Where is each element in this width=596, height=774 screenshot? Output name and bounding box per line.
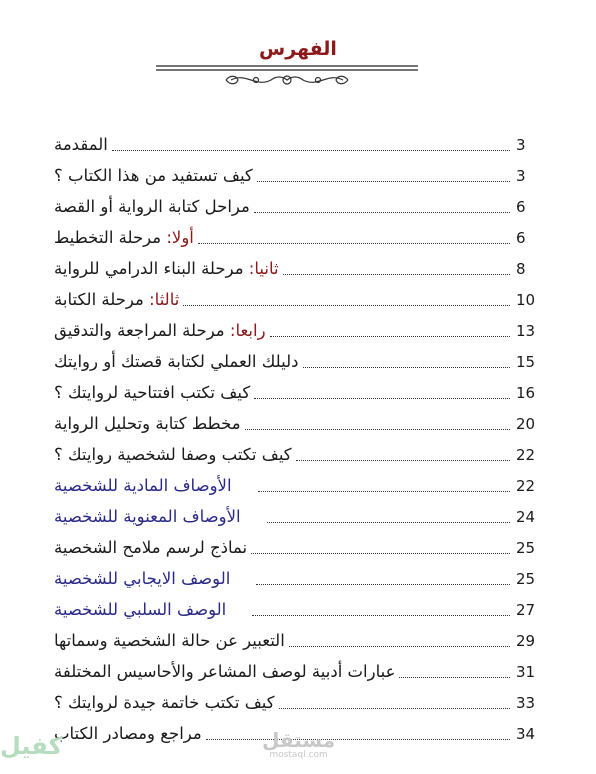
toc-entry-title	[50, 195, 250, 219]
dot-leader	[296, 459, 510, 461]
toc-entry[interactable]	[50, 219, 538, 250]
toc-entry-title	[50, 164, 253, 188]
dot-leader	[112, 149, 510, 151]
toc-page-number: 27	[516, 601, 536, 619]
toc-entry-label: مرحلة المراجعة والتدقيق	[54, 321, 225, 340]
dot-leader	[258, 490, 510, 492]
table-of-contents	[50, 126, 538, 746]
toc-entry[interactable]	[50, 622, 538, 653]
dot-leader	[206, 738, 510, 740]
toc-entry-label: كيف تكتب افتتاحية لروايتك ؟	[54, 383, 251, 402]
toc-page-number: 33	[516, 694, 536, 712]
dot-leader	[279, 707, 510, 709]
toc-entry[interactable]	[50, 374, 538, 405]
toc-entry-label: مخطط كتابة وتحليل الرواية	[54, 414, 241, 433]
toc-entry-label: مرحلة الكتابة	[54, 290, 144, 309]
toc-entry-prefix: ثالثا:	[143, 290, 180, 309]
toc-entry-title	[50, 660, 395, 684]
toc-entry-label: الوصف الايجابي للشخصية	[54, 569, 231, 588]
dot-leader	[245, 428, 510, 430]
dot-leader	[270, 335, 510, 337]
toc-entry[interactable]	[50, 157, 538, 188]
toc-entry[interactable]	[50, 529, 538, 560]
toc-entry-label: دليلك العملي لكتابة قصتك أو روايتك	[54, 352, 299, 371]
toc-page-number: 10	[516, 291, 536, 309]
toc-entry-label: التعبير عن حالة الشخصية وسماتها	[54, 631, 285, 650]
toc-entry[interactable]	[50, 281, 538, 312]
dot-leader	[399, 676, 510, 678]
toc-entry-title	[50, 722, 202, 746]
toc-entry-title	[50, 133, 108, 157]
toc-entry[interactable]	[50, 126, 538, 157]
toc-page-number: 13	[516, 322, 536, 340]
toc-entry-label: الأوصاف المعنوية للشخصية	[54, 507, 241, 526]
toc-page-number: 31	[516, 663, 536, 681]
toc-entry-prefix: أولا:	[161, 228, 194, 247]
toc-entry-title	[50, 257, 279, 281]
toc-entry-title	[50, 505, 263, 529]
toc-entry[interactable]	[50, 250, 538, 281]
toc-page-number: 20	[516, 415, 536, 433]
toc-page-number: 16	[516, 384, 536, 402]
toc-page-number: 8	[516, 260, 526, 278]
page-title: الفهرس	[259, 38, 337, 60]
toc-entry[interactable]	[50, 498, 538, 529]
dot-leader	[254, 211, 510, 213]
toc-entry-label: مراحل كتابة الرواية أو القصة	[54, 197, 250, 216]
toc-entry-label: كيف تكتب وصفا لشخصية روايتك ؟	[54, 445, 292, 464]
toc-entry-title	[50, 381, 250, 405]
toc-entry-label: عبارات أدبية لوصف المشاعر والأحاسيس المختلفة	[54, 662, 396, 681]
toc-page-number: 22	[516, 477, 536, 495]
toc-entry-label: الأوصاف المادية للشخصية	[54, 476, 232, 495]
toc-entry-label: كيف تكتب خاتمة جيدة لروايتك ؟	[54, 693, 275, 712]
toc-entry[interactable]	[50, 560, 538, 591]
dot-leader	[283, 273, 510, 275]
toc-entry-prefix: ثانيا:	[243, 259, 279, 278]
dot-leader	[183, 304, 510, 306]
toc-entry-title	[50, 598, 248, 622]
toc-page-number: 15	[516, 353, 536, 371]
toc-entry[interactable]	[50, 591, 538, 622]
dot-leader	[198, 242, 510, 244]
dot-leader	[254, 397, 510, 399]
toc-page-number: 25	[516, 539, 536, 557]
toc-entry[interactable]	[50, 312, 538, 343]
toc-entry-title	[50, 319, 266, 343]
dot-leader	[257, 180, 510, 182]
mostaql-watermark	[262, 730, 335, 760]
toc-entry-title	[50, 443, 292, 467]
toc-entry-label: الوصف السلبي للشخصية	[54, 600, 227, 619]
toc-entry-title	[50, 567, 252, 591]
toc-page-number: 25	[516, 570, 536, 588]
toc-entry-title	[50, 350, 299, 374]
mostaql-url: mostaql.com	[269, 750, 328, 760]
toc-entry-prefix: رابعا:	[224, 321, 266, 340]
toc-entry[interactable]	[50, 188, 538, 219]
toc-entry[interactable]	[50, 436, 538, 467]
toc-page-number: 34	[516, 725, 536, 743]
toc-entry-label: مرحلة التخطيط	[54, 228, 162, 247]
toc-page-number: 22	[516, 446, 536, 464]
dot-leader	[251, 552, 510, 554]
dot-leader	[256, 583, 510, 585]
toc-entry-title	[50, 629, 285, 653]
toc-page-number: 6	[516, 229, 526, 247]
toc-page-number: 3	[516, 136, 526, 154]
toc-entry-title	[50, 226, 194, 250]
toc-entry[interactable]	[50, 653, 538, 684]
toc-entry[interactable]	[50, 684, 538, 715]
dot-leader	[289, 645, 510, 647]
toc-entry-label: كيف تستفيد من هذا الكتاب ؟	[54, 166, 253, 185]
dot-leader	[267, 521, 510, 523]
toc-entry-title	[50, 412, 241, 436]
toc-page-number: 6	[516, 198, 526, 216]
toc-entry-title	[50, 691, 275, 715]
kafeel-watermark: كفيل	[0, 732, 63, 760]
toc-entry-title	[50, 536, 247, 560]
dot-leader	[252, 614, 510, 616]
toc-page-number: 29	[516, 632, 536, 650]
toc-entry-label: نماذج لرسم ملامح الشخصية	[54, 538, 248, 557]
toc-entry-label: مراجع ومصادر الكتاب	[54, 724, 202, 743]
toc-entry[interactable]	[50, 405, 538, 436]
mostaql-logo-text: مستقل	[262, 728, 336, 752]
toc-entry-title	[50, 288, 179, 312]
toc-entry-title	[50, 474, 254, 498]
toc-entry-label: المقدمة	[54, 135, 108, 154]
toc-page-number: 3	[516, 167, 526, 185]
ornament-divider	[156, 62, 418, 92]
toc-entry[interactable]	[50, 343, 538, 374]
toc-entry-label: مرحلة البناء الدرامي للرواية	[54, 259, 244, 278]
toc-page-number: 24	[516, 508, 536, 526]
dot-leader	[303, 366, 511, 368]
toc-entry[interactable]	[50, 467, 538, 498]
